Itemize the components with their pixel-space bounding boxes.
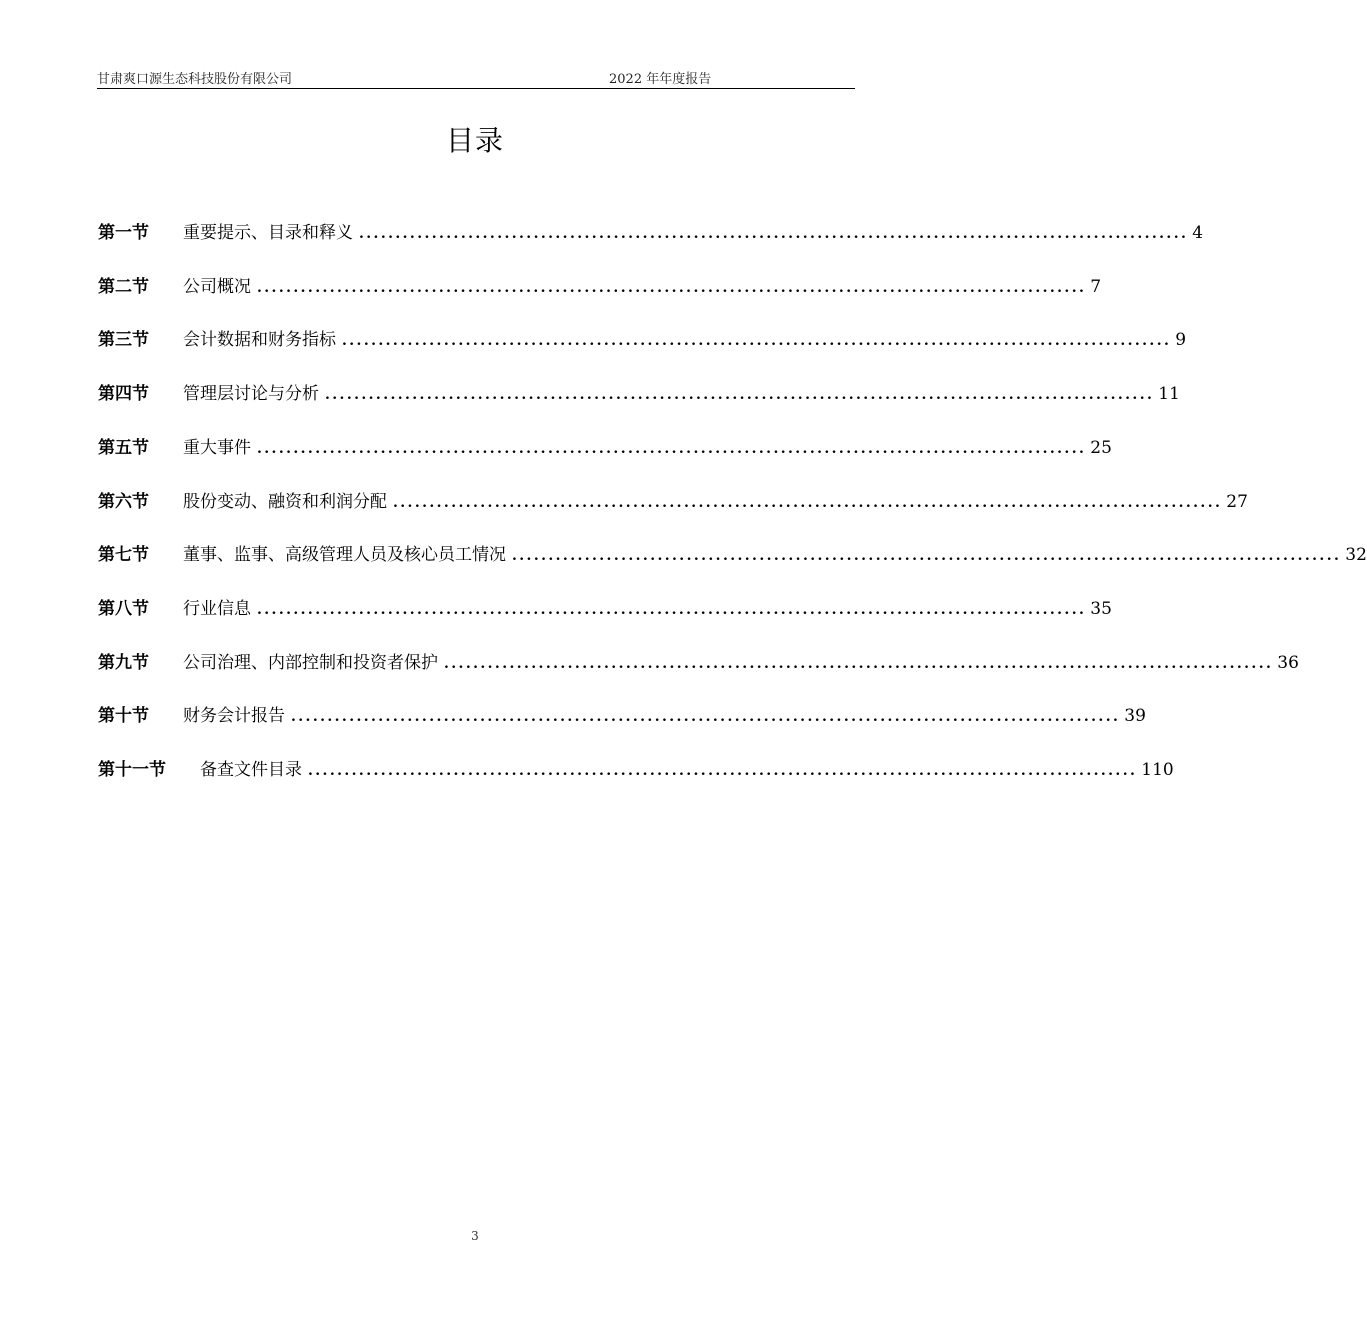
toc-section-title: 董事、监事、高级管理人员及核心员工情况 (183, 545, 506, 566)
toc-entry[interactable] (98, 433, 1112, 461)
toc-section-title: 公司概况 (183, 276, 251, 297)
toc-section-number: 第四节 (98, 384, 149, 405)
toc-section-number: 第七节 (98, 545, 149, 566)
toc-page-number: 32 (1345, 545, 1367, 566)
toc-page-number: 35 (1090, 598, 1112, 619)
toc-leader-dots: .................................................................................................................. (257, 440, 1087, 457)
toc-leader-dots: .................................................................................................................. (342, 333, 1172, 350)
header-report-title: 2022 年年度报告 (609, 72, 712, 87)
toc-section-title: 重要提示、目录和释义 (183, 223, 353, 243)
toc-section-number: 第十节 (98, 706, 149, 727)
toc-page-number: 25 (1090, 437, 1112, 458)
toc-entry[interactable] (98, 218, 1204, 246)
page-title: 目录 (445, 124, 504, 157)
toc-page-number: 39 (1124, 706, 1146, 727)
toc-section-number: 第六节 (98, 491, 149, 512)
toc-section-number: 第五节 (98, 437, 149, 458)
toc-section-title: 股份变动、融资和利润分配 (183, 491, 387, 512)
toc-section-title: 行业信息 (183, 598, 251, 619)
toc-section-number: 第二节 (98, 276, 149, 297)
toc-entry[interactable] (98, 487, 1248, 515)
toc-leader-dots: .................................................................................................................. (359, 226, 1189, 242)
toc-leader-dots: .................................................................................................................. (393, 494, 1223, 511)
toc-section-title: 重大事件 (183, 437, 251, 458)
toc-page-number: 4 (1192, 223, 1204, 243)
toc-leader-dots: .................................................................................................................. (308, 763, 1138, 779)
toc-section-title: 备查文件目录 (200, 760, 302, 780)
page-header (97, 66, 855, 89)
toc-section-title: 财务会计报告 (183, 706, 285, 727)
toc-leader-dots: .................................................................................................................. (291, 709, 1121, 726)
toc-section-number: 第八节 (98, 598, 149, 619)
toc-section-number: 第一节 (98, 223, 149, 243)
toc-section-number: 第十一节 (98, 760, 166, 780)
toc-entry[interactable] (98, 594, 1112, 622)
toc-entry[interactable] (98, 540, 1367, 568)
toc-leader-dots: .................................................................................................................. (444, 655, 1274, 672)
toc-leader-dots: .................................................................................................................. (325, 387, 1155, 404)
toc-section-title: 会计数据和财务指标 (183, 330, 336, 351)
toc-leader-dots: .................................................................................................................. (512, 548, 1342, 565)
toc-section-number: 第三节 (98, 330, 149, 351)
toc-entry[interactable] (98, 755, 1174, 783)
toc-section-title: 公司治理、内部控制和投资者保护 (183, 652, 438, 673)
toc-entry[interactable] (98, 648, 1299, 676)
toc-page-number: 27 (1226, 491, 1248, 512)
toc-page-number: 7 (1090, 276, 1102, 297)
toc-entry[interactable] (98, 379, 1180, 407)
toc-page-number: 36 (1277, 652, 1299, 673)
toc-leader-dots: .................................................................................................................. (257, 279, 1087, 296)
toc-page-number: 110 (1141, 760, 1174, 780)
toc-leader-dots: .................................................................................................................. (257, 601, 1087, 618)
toc-section-number: 第九节 (98, 652, 149, 673)
toc-section-title: 管理层讨论与分析 (183, 384, 319, 405)
header-company-name: 甘肃爽口源生态科技股份有限公司 (97, 72, 293, 87)
toc-entry[interactable] (98, 325, 1187, 353)
toc-page-number: 9 (1175, 330, 1187, 351)
toc-entry[interactable] (98, 272, 1102, 300)
toc-page-number: 11 (1158, 384, 1180, 405)
footer-page-number: 3 (471, 1229, 479, 1243)
toc-entry[interactable] (98, 701, 1146, 729)
